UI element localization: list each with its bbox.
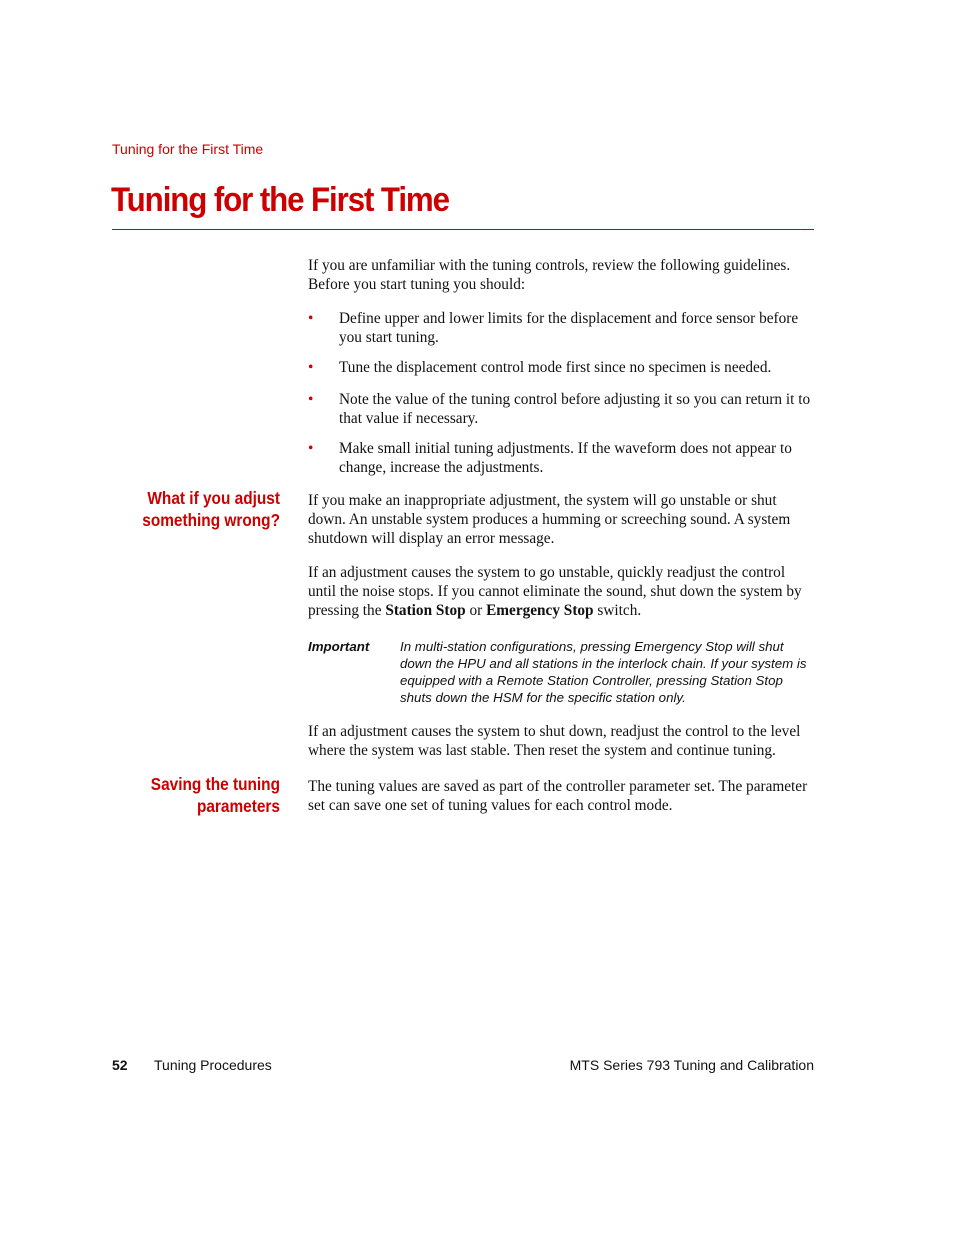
section-heading-line: parameters xyxy=(196,796,280,816)
title-rule xyxy=(112,229,814,230)
page-title: Tuning for the First Time xyxy=(111,181,449,219)
bullet-item xyxy=(308,358,814,377)
important-text: In multi-station configurations, pressing Emergency Stop will shut down the HPU and all stations in the interlock chain. If your system is equipped with a Remote Station Controller, pressing Station Stop shuts down the HSM for the specific station only. xyxy=(400,639,807,705)
important-label: Important xyxy=(308,639,370,654)
section-heading-line: something wrong? xyxy=(142,510,280,530)
bullet-item xyxy=(308,390,814,428)
section-heading-line: Saving the tuning xyxy=(150,774,280,794)
bullet-text: Define upper and lower limits for the displacement and force sensor before you start tuning. xyxy=(339,310,799,346)
bullet-icon: • xyxy=(308,310,314,327)
bullet-icon: • xyxy=(308,440,314,457)
bullet-icon: • xyxy=(308,359,314,376)
footer-chapter: Tuning Procedures xyxy=(154,1057,272,1073)
emergency-stop-term: Emergency Stop xyxy=(486,602,594,619)
running-head: Tuning for the First Time xyxy=(112,141,264,157)
body-paragraph: If you make an inappropriate adjustment, the system will go unstable or shut down. An unstable system produces a humming or screeching sound. A system shutdown will display an error message. xyxy=(308,492,791,547)
bullet-text: Tune the displacement control mode first since no specimen is needed. xyxy=(339,359,772,376)
section-heading-adjust-wrong xyxy=(104,487,280,531)
body-paragraph xyxy=(308,563,814,620)
section-heading-saving xyxy=(104,773,280,817)
section-heading-line: What if you adjust xyxy=(147,488,280,508)
bullet-text: Make small initial tuning adjustments. If the waveform does not appear to change, increase the adjustments. xyxy=(339,440,792,476)
body-text: If an adjustment causes the system to go unstable, quickly readjust the control until the noise stops. If you cannot eliminate the sound, shut down the system by pressing the xyxy=(308,564,802,619)
important-note xyxy=(308,638,814,706)
body-paragraph: If an adjustment causes the system to shut down, readjust the control to the level where the system was last stable. Then reset the system and continue tuning. xyxy=(308,723,801,759)
body-text: or xyxy=(465,602,487,619)
station-stop-term: Station Stop xyxy=(385,602,466,619)
body-paragraph: The tuning values are saved as part of the controller parameter set. The parameter set can save one set of tuning values for each control mode. xyxy=(308,778,808,814)
intro-paragraph: If you are unfamiliar with the tuning controls, review the following guidelines. Before you start tuning you should: xyxy=(308,257,791,293)
bullet-text: Note the value of the tuning control before adjusting it so you can return it to that value if necessary. xyxy=(339,391,811,427)
page-number: 52 xyxy=(112,1057,128,1073)
bullet-item xyxy=(308,439,814,477)
bullet-item xyxy=(308,309,814,347)
body-text: switch. xyxy=(593,602,642,619)
bullet-icon: • xyxy=(308,391,314,408)
footer-book-title: MTS Series 793 Tuning and Calibration xyxy=(569,1057,814,1073)
